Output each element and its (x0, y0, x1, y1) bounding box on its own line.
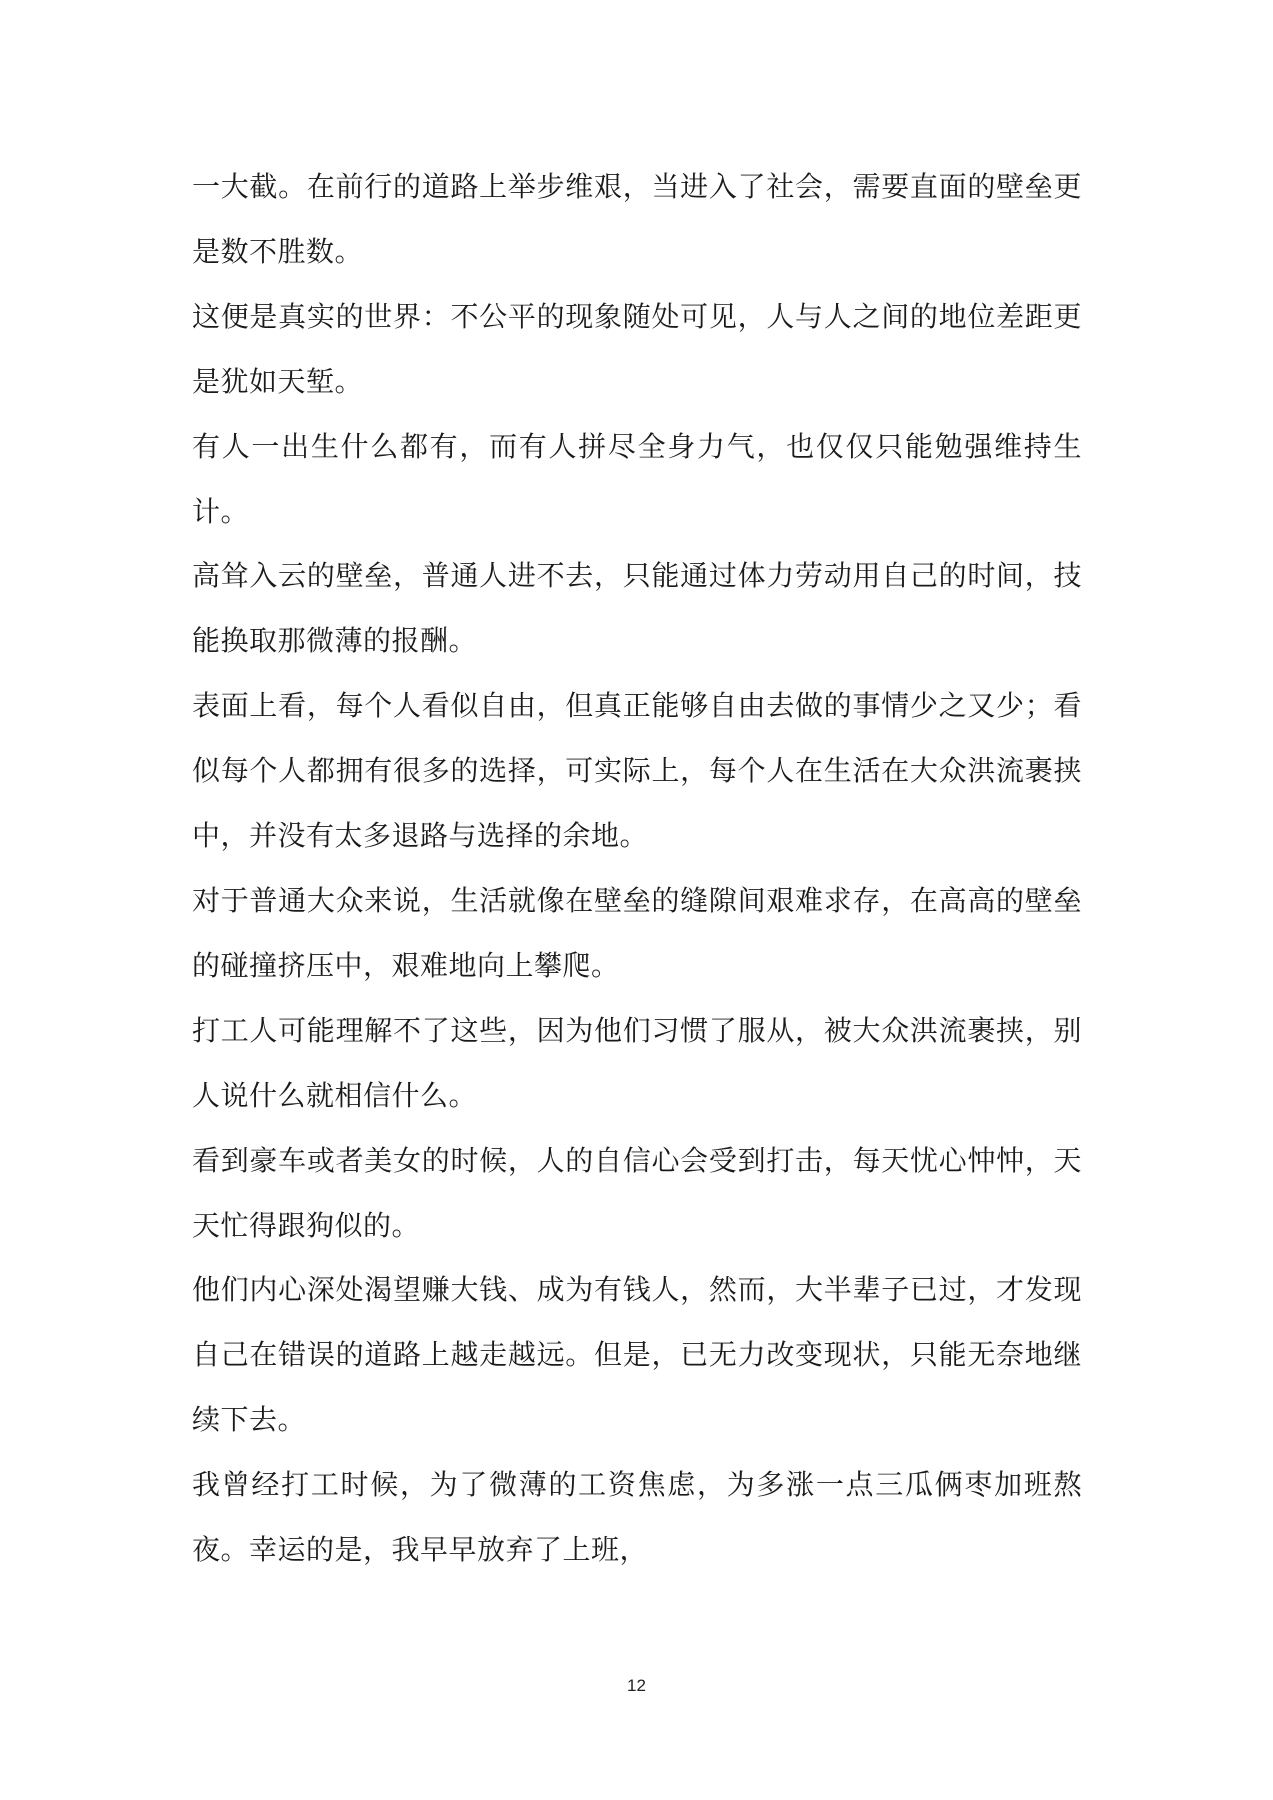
paragraph: 这便是真实的世界：不公平的现象随处可见，人与人之间的地位差距更是犹如天堑。 (192, 299, 1082, 398)
body-text (192, 155, 1082, 1583)
paragraph: 一大截。在前行的道路上举步维艰，当进入了社会，需要直面的壁垒更是数不胜数。 (192, 170, 1082, 268)
paragraph: 表面上看，每个人看似自由，但真正能够自由去做的事情少之又少；看似每个人都拥有很多的选择，可实际上，每个人在生活在大众洪流裹挟中，并没有太多退路与选择的余地。 (192, 689, 1082, 853)
paragraph: 看到豪车或者美女的时候，人的自信心会受到打击，每天忧心忡忡，天天忙得跟狗似的。 (192, 1143, 1082, 1242)
paragraph: 高耸入云的壁垒，普通人进不去，只能通过体力劳动用自己的时间，技能换取那微薄的报酬。 (192, 559, 1082, 658)
paragraph: 我曾经打工时候，为了微薄的工资焦虑，为多涨一点三瓜俩枣加班熬夜。幸运的是，我早早放弃了上班， (192, 1468, 1082, 1567)
paragraph: 有人一出生什么都有，而有人拼尽全身力气，也仅仅只能勉强维持生计。 (192, 429, 1082, 528)
paragraph: 打工人可能理解不了这些，因为他们习惯了服从，被大众洪流裹挟，别人说什么就相信什么。 (192, 1013, 1082, 1112)
paragraph: 对于普通大众来说，生活就像在壁垒的缝隙间艰难求存，在高高的壁垒的碰撞挤压中，艰难地向上攀爬。 (192, 883, 1082, 982)
paragraph: 他们内心深处渴望赚大钱、成为有钱人，然而，大半辈子已过，才发现自己在错误的道路上越走越远。但是，已无力改变现状，只能无奈地继续下去。 (192, 1273, 1082, 1437)
page-number: 12 (627, 1676, 646, 1695)
